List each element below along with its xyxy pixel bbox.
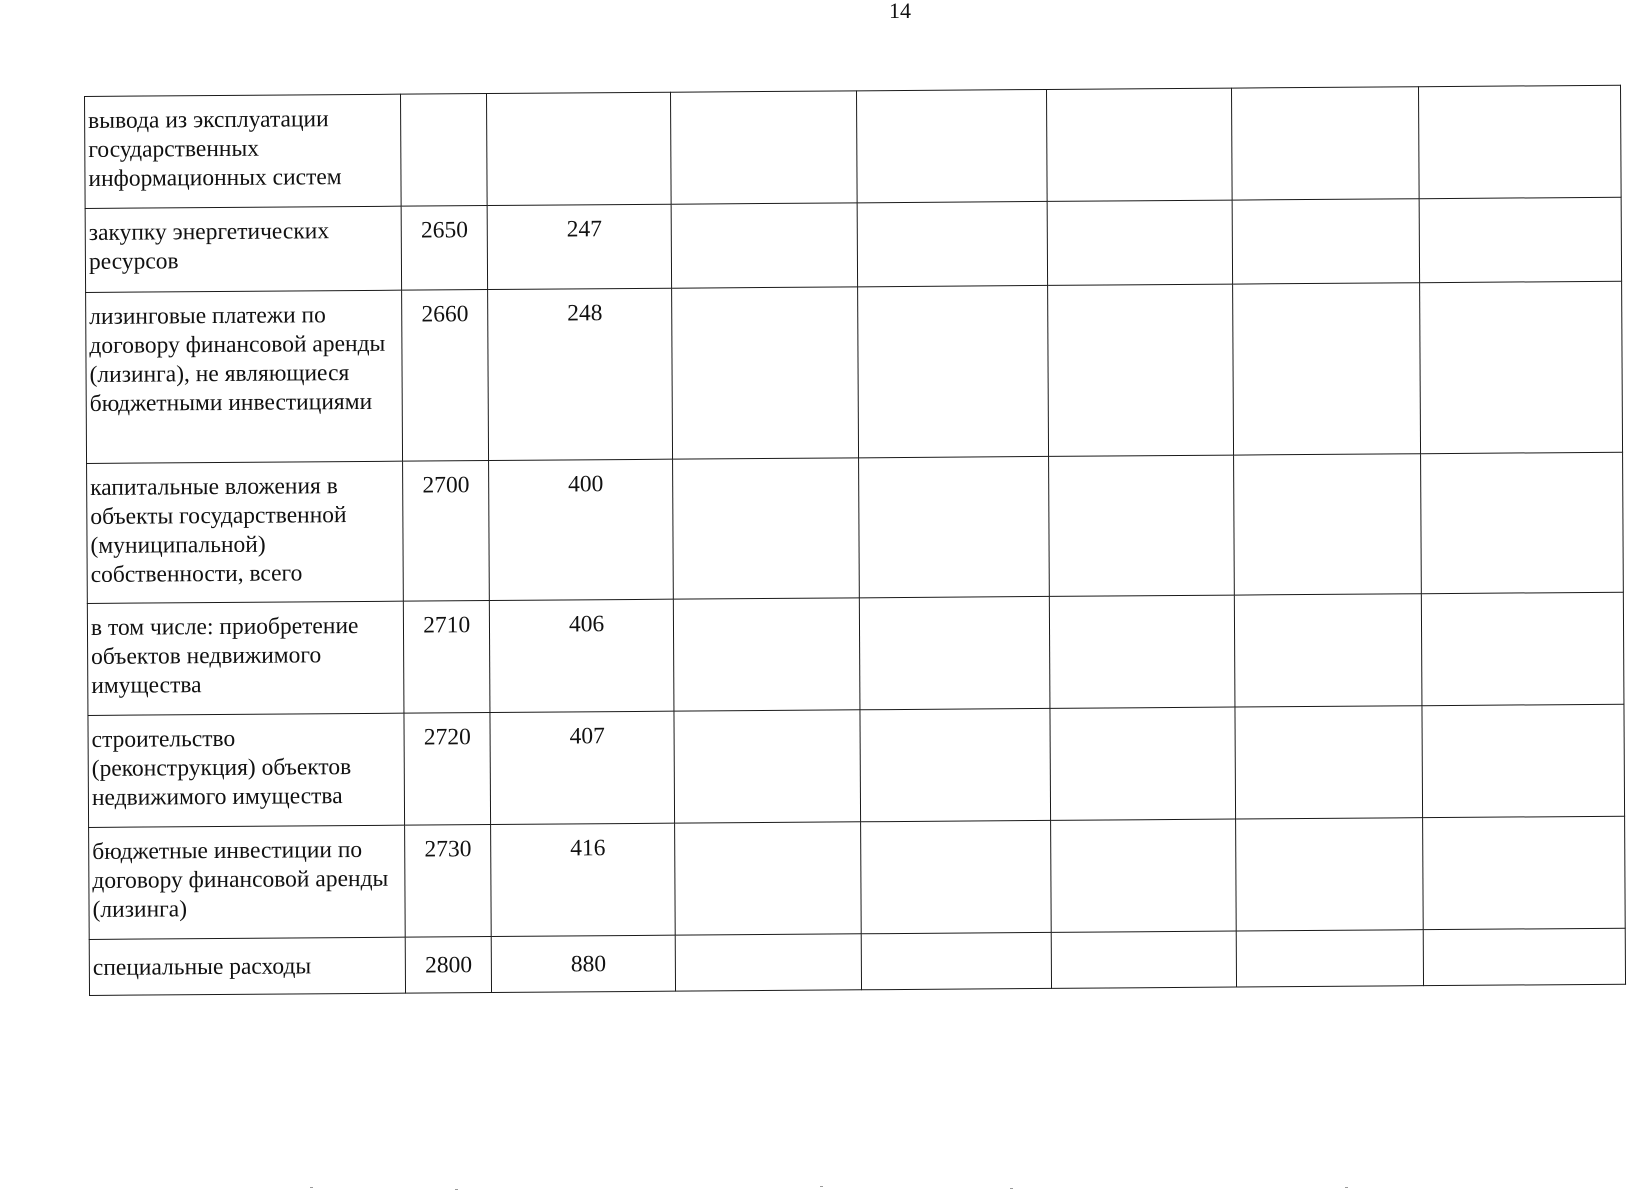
row-name-cell: закупку энергетических ресурсов [85, 206, 402, 292]
empty-cell [1047, 284, 1233, 456]
empty-cell [1236, 818, 1423, 931]
scan-speck [1010, 1188, 1013, 1189]
empty-cell [1050, 819, 1236, 932]
row-kosgu-cell [487, 92, 671, 205]
table-row [87, 592, 1624, 715]
row-kosgu-cell: 880 [492, 935, 676, 992]
row-name-cell: бюджетные инвестиции по договору финансовой аренды (лизинга) [89, 825, 406, 939]
scan-speck [1345, 1187, 1348, 1188]
empty-cell [1236, 930, 1423, 987]
empty-cell [672, 458, 859, 599]
page-number: 14 [889, 0, 911, 23]
row-kosgu-cell: 400 [489, 459, 673, 600]
row-code-cell: 2800 [405, 937, 492, 994]
empty-cell [1048, 455, 1234, 596]
empty-cell [1047, 200, 1233, 285]
empty-cell [1420, 452, 1623, 593]
row-code-cell: 2730 [405, 825, 492, 938]
empty-cell [1419, 281, 1622, 453]
budget-table [84, 85, 1626, 996]
empty-cell [861, 932, 1051, 989]
row-name-cell: строительство (реконструкция) объектов недвижимого имущества [88, 713, 405, 827]
table-row [85, 85, 1622, 208]
empty-cell [674, 710, 861, 823]
empty-cell [673, 598, 860, 711]
empty-cell [1419, 197, 1622, 282]
empty-cell [1050, 707, 1236, 820]
row-kosgu-cell: 247 [488, 204, 672, 289]
empty-cell [860, 708, 1050, 821]
empty-cell [1235, 706, 1422, 819]
row-code-cell: 2720 [404, 713, 491, 826]
table-row [85, 197, 1621, 292]
empty-cell [1423, 928, 1626, 985]
empty-cell [674, 822, 861, 935]
empty-cell [1235, 594, 1422, 707]
table-row [89, 816, 1626, 939]
empty-cell [861, 820, 1051, 933]
empty-cell [859, 456, 1049, 597]
empty-cell [1422, 816, 1625, 929]
row-code-cell: 2660 [402, 290, 489, 462]
scan-speck [820, 1186, 823, 1187]
row-name-cell: капитальные вложения в объекты государственной (муниципальной) собственности, всего [87, 461, 404, 603]
row-name-cell: в том числе: приобретение объектов недвижимого имущества [87, 601, 404, 715]
table-row [89, 928, 1625, 995]
empty-cell [857, 89, 1047, 202]
empty-cell [1421, 592, 1624, 705]
empty-cell [671, 203, 858, 288]
scan-speck [310, 1187, 313, 1188]
table-container [84, 85, 1626, 996]
empty-cell [1232, 199, 1419, 284]
scan-speck [455, 1189, 458, 1190]
row-code-cell: 2700 [403, 461, 490, 602]
row-name-cell: вывода из эксплуатации государственных информационных систем [85, 94, 402, 208]
row-code-cell: 2650 [401, 206, 488, 291]
row-code-cell: 2710 [403, 601, 490, 714]
table-row [88, 704, 1625, 827]
empty-cell [1232, 87, 1419, 200]
row-kosgu-cell: 407 [490, 711, 674, 824]
empty-cell [670, 91, 857, 204]
empty-cell [1233, 283, 1420, 455]
row-name-cell: лизинговые платежи по договору финансовой аренды (лизинга), не являющиеся бюджетными инвестициями [86, 290, 403, 463]
row-kosgu-cell: 416 [491, 823, 675, 936]
empty-cell [1418, 85, 1621, 198]
empty-cell [860, 596, 1050, 709]
empty-cell [1046, 88, 1232, 201]
row-name-cell: специальные расходы [89, 937, 405, 995]
row-kosgu-cell: 248 [488, 288, 672, 460]
empty-cell [1422, 704, 1625, 817]
empty-cell [675, 934, 862, 991]
table-row [86, 281, 1623, 463]
empty-cell [1051, 931, 1237, 988]
empty-cell [1049, 595, 1235, 708]
empty-cell [1234, 454, 1421, 595]
table-row [87, 452, 1624, 603]
row-code-cell [401, 94, 488, 207]
empty-cell [857, 201, 1047, 286]
empty-cell [858, 285, 1049, 457]
empty-cell [671, 287, 858, 459]
row-kosgu-cell: 406 [490, 599, 674, 712]
